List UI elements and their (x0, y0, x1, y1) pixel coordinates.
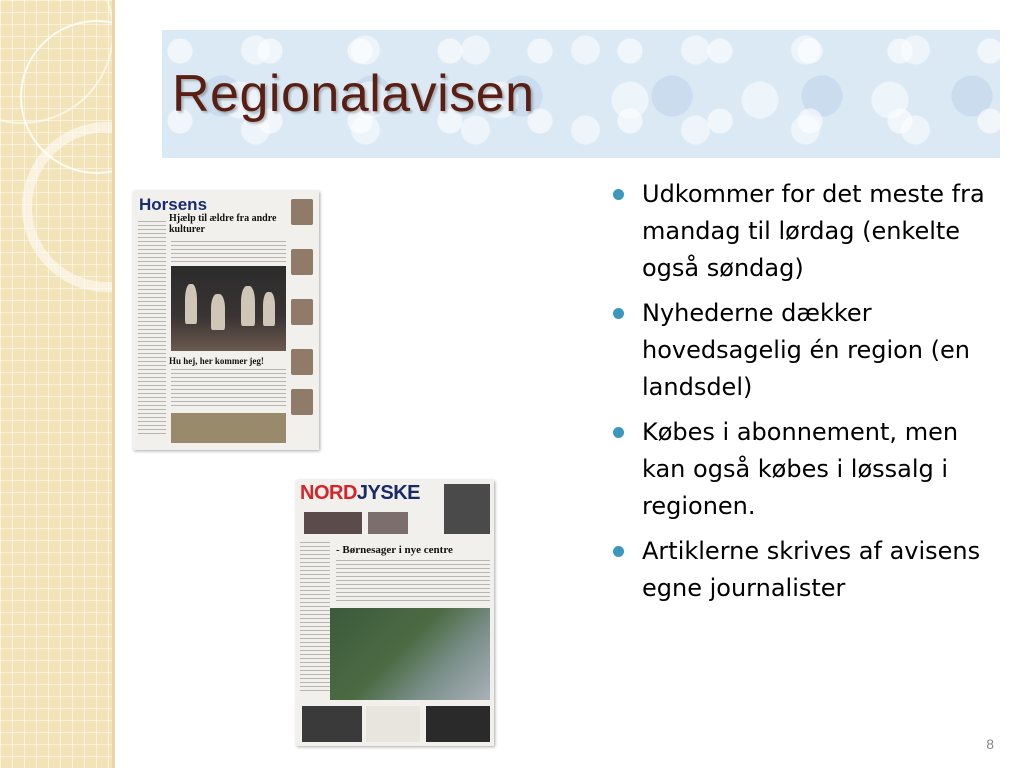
nordjyske-newspaper-image (296, 480, 494, 746)
bottom-photo (302, 706, 362, 742)
horsens-masthead: Horsens (139, 195, 208, 214)
top-photo (368, 512, 408, 534)
masthead-part-2: JYSKE (356, 482, 420, 504)
bottom-strip-photo (171, 413, 286, 443)
horsens-cover-photo (171, 266, 286, 351)
text-column (171, 369, 286, 409)
nordjyske-masthead (300, 482, 420, 505)
bottom-photo (426, 706, 490, 742)
text-column (171, 241, 286, 263)
bullet-item (612, 295, 992, 406)
strip-divider (112, 0, 115, 768)
top-photo (444, 484, 490, 534)
masthead-part-1: NORD (300, 482, 357, 504)
bullet-text: Udkommer for det meste fra mandag til lørdag (enkelte også søndag) (642, 180, 985, 282)
top-photo (304, 512, 362, 534)
bullet-item (612, 414, 992, 525)
bullet-text: Nyhederne dækker hovedsagelig én region (en landsdel) (642, 299, 970, 401)
nordjyske-headline: - Børnesager i nye centre (336, 544, 453, 556)
bullet-dot-icon (613, 308, 624, 319)
bullet-dot-icon (613, 189, 624, 200)
slide-title: Regionalavisen (172, 65, 535, 123)
text-column (336, 560, 490, 604)
portrait-thumb (291, 349, 313, 375)
portrait-thumb (291, 299, 313, 325)
nordjyske-cover-photo (330, 608, 490, 700)
text-column (300, 542, 330, 692)
bullet-text: Købes i abonnement, men kan også købes i løssalg i regionen. (642, 418, 959, 520)
horsens-headline: Hjælp til ældre fra andre kulturer (169, 213, 277, 235)
text-column (138, 221, 166, 436)
horsens-subhead: Hu hej, her kommer jeg! (169, 356, 264, 366)
portrait-thumb (291, 249, 313, 275)
bullet-item (612, 176, 992, 287)
bottom-ad (366, 706, 420, 742)
decorative-side-strip (0, 0, 112, 768)
portrait-thumb (291, 199, 313, 225)
page-number: 8 (986, 736, 994, 752)
decorative-circle (22, 122, 112, 292)
portrait-thumb (291, 389, 313, 415)
bullet-list (612, 176, 992, 615)
horsens-newspaper-image (133, 191, 319, 450)
bullet-dot-icon (613, 427, 624, 438)
bullet-item (612, 533, 992, 607)
bullet-text: Artiklerne skrives af avisens egne journalister (642, 537, 981, 602)
bullet-dot-icon (613, 546, 624, 557)
